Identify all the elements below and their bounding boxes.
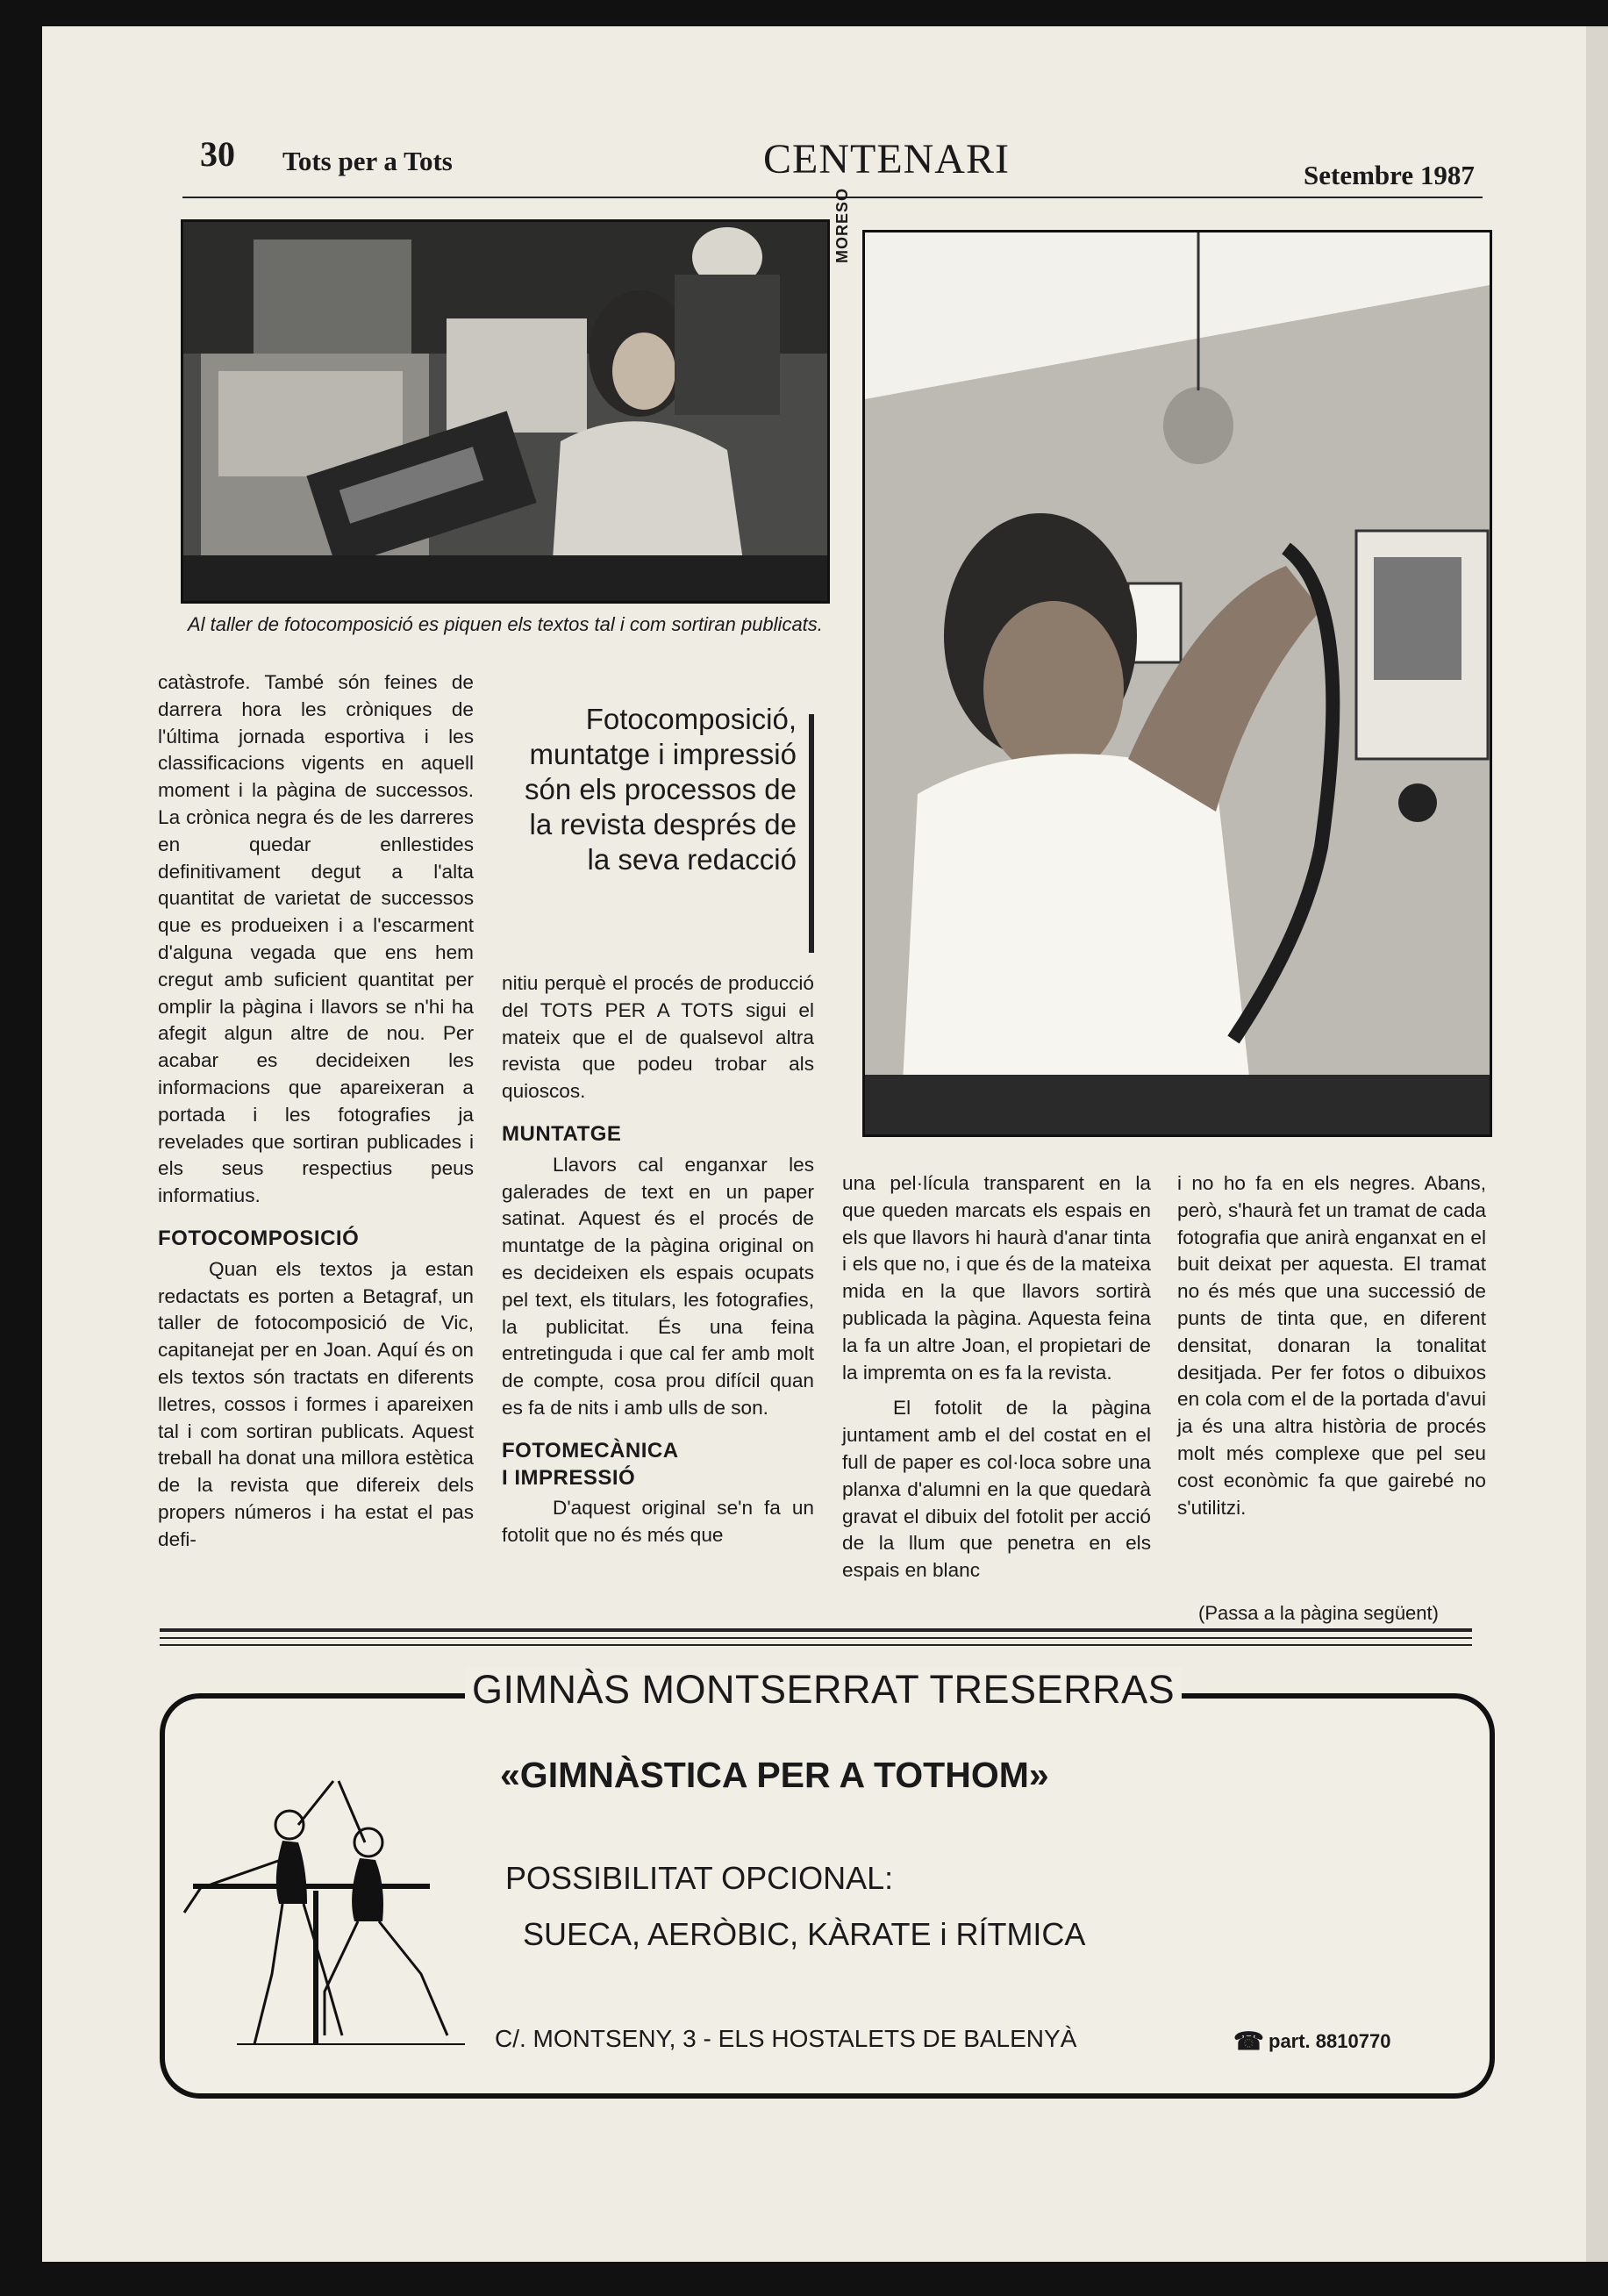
- page-number: 30: [200, 134, 235, 174]
- ad-phone: part. 8810770: [1269, 2030, 1391, 2052]
- column-2: [502, 970, 814, 1549]
- col2-paragraph-2: Llavors cal enganxar les galerades de text en un paper satinat. Aquest és el procés de muntatge de la pàgina original on es decideixen els espais ocupats pel text, els titulars, les fotografies, la publicitat. És una feina entretinguda i que cal fer amb molt de compte, cosa prou difícil quan es fa de nits i amb ulls de son.: [502, 1153, 814, 1419]
- pull-quote-rule: [809, 714, 814, 953]
- photo-credit: MORESO: [833, 187, 851, 263]
- section-title: CENTENARI: [763, 136, 1010, 182]
- ad-title: GIMNÀS MONTSERRAT TRESERRAS: [465, 1667, 1182, 1713]
- continued-note: (Passa a la pàgina següent): [1198, 1602, 1439, 1624]
- ad-slogan: «GIMNÀSTICA PER A TOTHOM»: [500, 1755, 1049, 1795]
- page-edge: [1586, 26, 1608, 2262]
- col4-paragraph-1: i no ho fa en els negres. Abans, però, s'haurà fet un tramat de cada fotografia que anirà enganxat en el buit deixat per aquesta. El tramat no és més que una successió de punts de tinta que, en diferent densitat, donaran la tonalitat desitjada. Per fer fotos o dibuixos en cola com el de la portada d'avui ja és una altra història de procés molt més complexe que pel seu cost econòmic fa que gairebé no s'utilitzi.: [1177, 1172, 1486, 1519]
- col2-paragraph-1: nitiu perquè el procés de producció del TOTS PER A TOTS sigui el mateix que el de qualsevol altra revista que podeu trobar als quioscos.: [502, 972, 814, 1103]
- col3-paragraph-2: El fotolit de la pàgina juntament amb el del costat en el full de paper es col·loca sobre una planxa d'alumni en la que quedarà gravat el dibuix del fotolit per acció de la llum que penetra en els espais en blanc: [842, 1397, 1151, 1582]
- ad-top-rule-3: [160, 1644, 1472, 1646]
- photo-plate-making-image: [865, 232, 1490, 1134]
- column-4: [1177, 1170, 1486, 1521]
- col1-paragraph-2: Quan els textos ja estan redactats es porten a Betagraf, un taller de fotocomposició de Vic, capitanejat per en Joan. Aquí és on els textos són tractats en diferents lletres, cossos i formes i apareixen tal i com sortiran publicats. Aquest treball ha donat una millora estètica de la revista que difereix dels propers números i ha estat el pas defi-: [158, 1257, 474, 1550]
- photo-plate-making: [862, 230, 1492, 1137]
- ad-top-rule-2: [160, 1637, 1472, 1639]
- ad-address: C/. MONTSENY, 3 - ELS HOSTALETS DE BALENYÀ: [495, 2025, 1077, 2052]
- col2-paragraph-3: D'aquest original se'n fa un fotolit que no és més que: [502, 1497, 814, 1547]
- ad-options: SUECA, AERÒBIC, KÀRATE i RÍTMICA: [523, 1916, 1086, 1952]
- photo1-caption: Al taller de fotocomposició es piquen els textos tal i com sortiran publicats.: [188, 613, 823, 635]
- heading-fotocomposicio: FOTOCOMPOSICIÓ: [158, 1226, 360, 1250]
- ballet-dancers-illustration: [175, 1772, 474, 2062]
- ad-top-rule-1: [160, 1628, 1472, 1632]
- pull-quote: Fotocomposició, muntatge i impressió són els processos de la revista després de la seva redacció: [524, 703, 797, 876]
- ad-option-label: POSSIBILITAT OPCIONAL:: [505, 1860, 894, 1896]
- header-rule: [182, 197, 1483, 198]
- heading-muntatge: MUNTATGE: [502, 1121, 622, 1146]
- heading-impressio: I IMPRESSIÓ: [502, 1465, 636, 1490]
- heading-fotomecanica: FOTOMECÀNICA: [502, 1438, 679, 1463]
- col1-paragraph-1: catàstrofe. També són feines de darrera hora les cròniques de l'última jornada esportiva i les classificacions vigents en aquell moment i la pàgina de successos. La crònica negra és de les darreres en quedar enllestides definitivament degut a l'alta quantitat de varietat de successos que es produeixen i a l'escarment d'alguna vegada que ens hem cregut amb suficient quantitat per omplir la pàgina i llavors se n'hi ha afegit algun altre de nou. Per acabar es decideixen les informacions que apareixeran a portada i les fotografies ja revelades que sortiran publicades i els seus respectius peus informatius.: [158, 671, 474, 1207]
- column-1: [158, 669, 474, 1554]
- telephone-icon: ☎: [1233, 2028, 1264, 2055]
- photo-typesetting-workshop: [181, 219, 830, 604]
- col3-paragraph-1: una pel·lícula transparent en la que queden marcats els espais en els que llavors hi haurà d'anar tinta i els que no, i que és de la mateixa mida en la que llavors sortirà publicada la pàgina. Aquesta feina la fa un altre Joan, el propietari de la impremta on es fa la revista.: [842, 1172, 1151, 1384]
- publication-name: Tots per a Tots: [282, 146, 453, 176]
- issue-date: Setembre 1987: [1304, 160, 1475, 190]
- photo-typesetting-image: [183, 222, 827, 601]
- column-3: [842, 1170, 1151, 1584]
